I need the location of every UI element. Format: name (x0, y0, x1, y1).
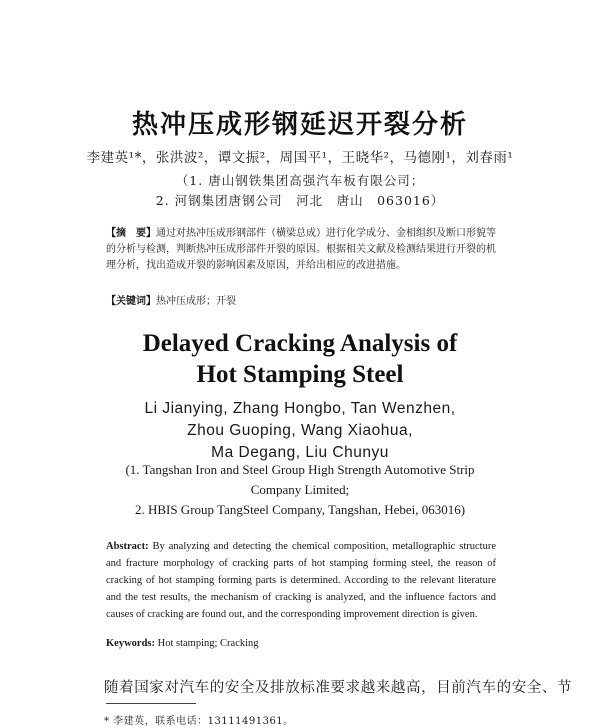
english-authors (0, 398, 600, 464)
chinese-title: 热冲压成形钢延迟开裂分析 (131, 110, 468, 140)
english-keywords (106, 638, 259, 649)
english-affiliation (0, 460, 600, 520)
english-affiliation-line-2: Company Limited; (250, 482, 350, 497)
english-abstract (106, 538, 496, 623)
footnote-divider (106, 703, 196, 704)
english-affiliation-line-3: 2. HBIS Group TangSteel Company, Tangshan, Hebei, 063016) (134, 502, 466, 517)
chinese-keywords-text: 热冲压成形；开裂 (156, 296, 236, 307)
english-title-line-2: Hot Stamping Steel (196, 361, 404, 388)
english-abstract-text: By analyzing and detecting the chemical composition, metallographic structure and fracture morphology of cracking parts of hot stamping forming steel, the reason of cracking of hot stamping forming parts is determined. According to the relevant literature and the test results, the mechanism of cracking is analyzed, and the influence factors and causes of cracking are found out, and the corresponding improvement direction is given. (106, 541, 496, 620)
english-authors-line-3: Ma Degang, Liu Chunyu (211, 444, 389, 461)
chinese-abstract (106, 226, 496, 274)
english-abstract-label: Abstract: (106, 541, 149, 552)
chinese-keywords-label: 【关键词】 (106, 296, 156, 307)
footnote: * 李建英，联系电话：13111491361。 (104, 716, 294, 727)
chinese-affiliation-2: 2. 河钢集团唐钢公司 河北 唐山 063016） (155, 193, 445, 208)
chinese-abstract-text: 通过对热冲压成形钢部件（横梁总成）进行化学成分、金相组织及断口形貌等的分析与检测，判断热冲压成形部件开裂的原因。根据相关文献及检测结果进行开裂的机理分析，找出造成开裂的影响因素及原因，并给出相应的改进措施。 (106, 228, 496, 271)
english-authors-line-1: Li Jianying, Zhang Hongbo, Tan Wenzhen, (144, 400, 456, 417)
english-title (0, 328, 600, 390)
english-authors-line-2: Zhou Guoping, Wang Xiaohua, (187, 422, 413, 439)
english-title-line-1: Delayed Cracking Analysis of (142, 330, 458, 357)
chinese-keywords (106, 292, 236, 307)
chinese-affiliation-1: （1. 唐山钢铁集团高强汽车板有限公司； (175, 173, 425, 188)
english-keywords-text: Hot stamping; Cracking (155, 638, 259, 649)
english-keywords-label: Keywords: (106, 638, 155, 649)
body-intro-paragraph: 随着国家对汽车的安全及排放标准要求越来越高，目前汽车的安全、节 (104, 680, 573, 696)
chinese-authors: 李建英¹*，张洪波²，谭文振²，周国平¹，王晓华²，马德刚¹，刘春雨¹ (86, 150, 514, 166)
english-affiliation-line-1: (1. Tangshan Iron and Steel Group High Strength Automotive Strip (125, 462, 475, 477)
chinese-abstract-label: 【摘 要】 (106, 228, 156, 239)
